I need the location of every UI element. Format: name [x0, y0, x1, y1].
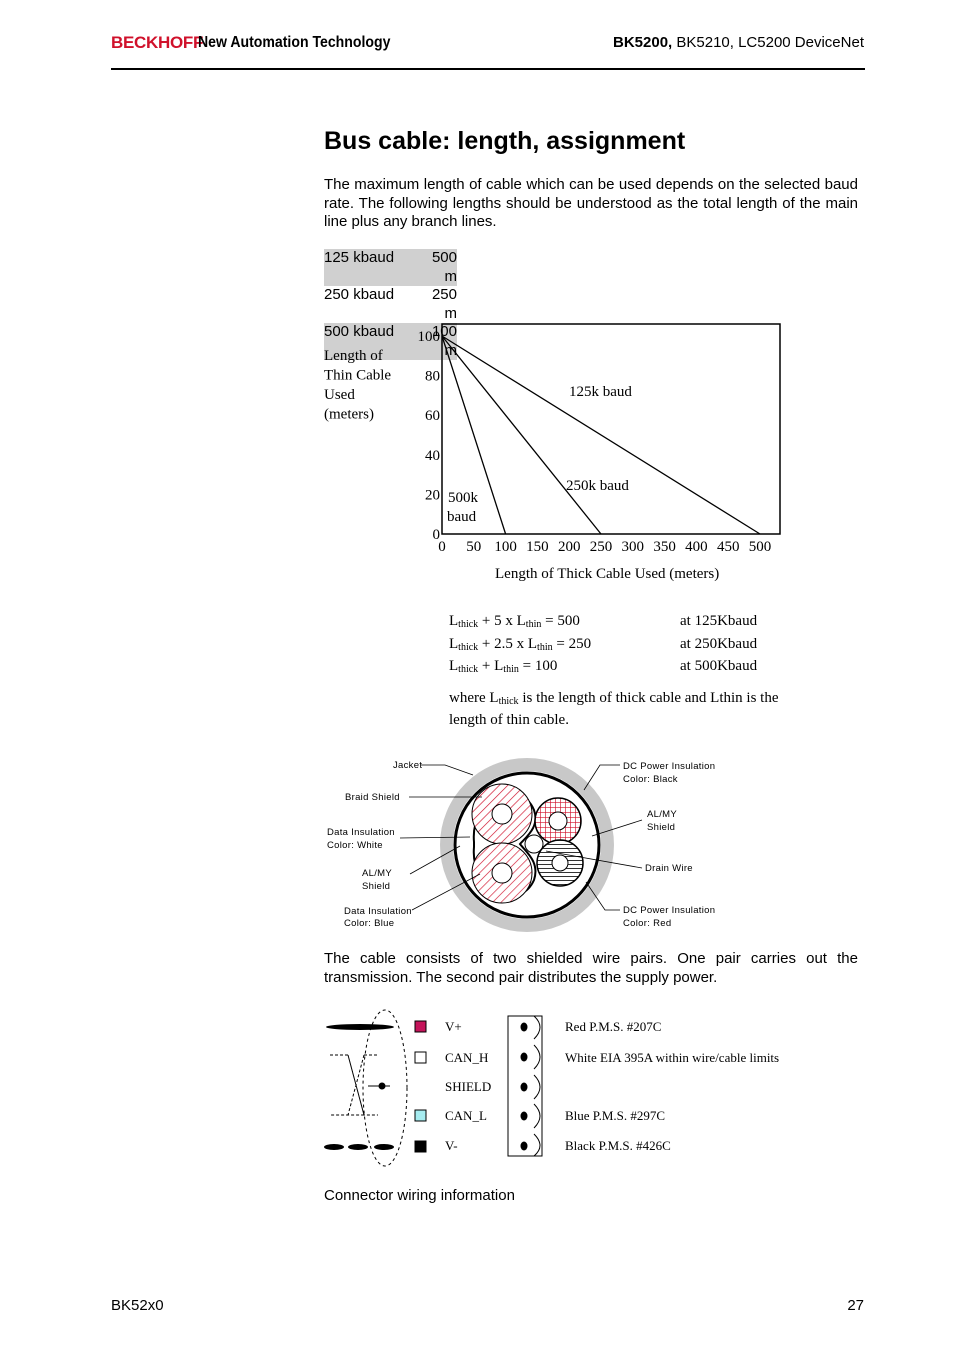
formula-rhs: = 250: [552, 635, 592, 652]
header-product: [613, 34, 864, 51]
color-name-canh: White EIA 395A within wire/cable limits: [565, 1050, 780, 1065]
formula-mid: + 5 x L: [478, 613, 526, 629]
wire-end-vminus-a: [324, 1144, 344, 1150]
label-dc-black-1: DC Power Insulation: [623, 761, 716, 772]
signal-vminus: V-: [445, 1138, 458, 1153]
baud-length: 500 m: [431, 249, 457, 285]
color-swatch-canl: [415, 1110, 426, 1121]
y-tick-label: 0: [432, 527, 440, 543]
formula-condition: at 125Kbaud: [680, 613, 758, 629]
y-tick-label: 40: [425, 447, 440, 464]
y-axis-label: [324, 348, 391, 423]
y-tick-label: 80: [425, 368, 440, 385]
where-post: is the length of thick cable and Lthin is the length of thin cable.: [449, 690, 779, 728]
signal-shield: SHIELD: [445, 1079, 492, 1094]
y-axis-label-line: Length of: [324, 348, 383, 364]
intro-paragraph: The maximum length of cable which can be used depends on the selected baud rate. The following lengths should be understood as the total length of the main line plus any branch lines.: [324, 176, 858, 230]
series-label-500k-a: 500k: [448, 490, 478, 506]
label-drain-wire: Drain Wire: [645, 863, 693, 874]
label-dc-red-2: Color: Red: [623, 918, 672, 929]
x-tick-label: 0: [438, 539, 446, 555]
color-name-canl: Blue P.M.S. #297C: [565, 1108, 666, 1123]
x-tick-label: 450: [716, 539, 740, 555]
x-tick-label: 300: [621, 539, 645, 555]
signal-canh: CAN_H: [445, 1050, 489, 1065]
cable-end-outline: [363, 1010, 407, 1166]
color-name-vplus: Red P.M.S. #207C: [565, 1019, 662, 1034]
cable-cross-section: [320, 752, 740, 937]
baud-row: [324, 286, 457, 323]
formula-sub: thin: [503, 664, 519, 675]
x-axis-label: Length of Thick Cable Used (meters): [495, 566, 720, 582]
series-label-250k: 250k baud: [566, 478, 629, 494]
formula-sub: thick: [458, 619, 479, 630]
wire-end-vminus-c: [374, 1144, 394, 1150]
header-product-bold: BK5200,: [613, 34, 673, 51]
label-dc-red-1: DC Power Insulation: [623, 905, 716, 916]
x-tick-label: 250: [589, 539, 613, 555]
formula-rhs: = 100: [518, 658, 558, 674]
label-dc-black-2: Color: Black: [623, 774, 678, 785]
formula-equation: [449, 635, 680, 658]
header-rule: [111, 68, 865, 70]
series-label-500k-b: baud: [447, 509, 477, 525]
wire-end-vplus: [326, 1024, 394, 1030]
y-axis-label-line: Thin Cable: [324, 367, 392, 384]
data-wire-blue-core: [492, 863, 512, 883]
page-title: Bus cable: length, assignment: [324, 127, 686, 155]
formula-condition: at 250Kbaud: [680, 635, 758, 652]
x-tick-label: 400: [685, 539, 708, 555]
where-note: [449, 689, 779, 730]
formula-condition: at 500Kbaud: [680, 658, 758, 674]
twisted-pair: [330, 1055, 378, 1115]
wire-end-vminus-b: [348, 1144, 368, 1150]
baud-rate: 125 kbaud: [324, 249, 395, 266]
formula-lhs: L: [449, 613, 459, 629]
x-tick-label: 500: [748, 539, 772, 555]
label-almy-left-1: AL/MY: [362, 868, 393, 879]
x-tick-label: 350: [653, 539, 676, 555]
formula-row: [449, 657, 757, 680]
connector-caption: Connector wiring information: [324, 1187, 515, 1204]
formula-equation: [449, 612, 680, 635]
brand-logo: BECKHOFF: [111, 33, 204, 52]
label-almy-right-1: AL/MY: [647, 809, 678, 820]
formula-equation: [449, 657, 680, 680]
color-swatch-canh: [415, 1052, 426, 1063]
baud-row: [324, 249, 457, 286]
y-tick-label: 60: [425, 408, 440, 425]
header-product-rest: BK5210, LC5200 DeviceNet: [672, 34, 864, 51]
x-tick-label: 50: [466, 539, 482, 555]
formula-rhs: = 500: [541, 613, 580, 629]
y-tick-label: 100: [417, 329, 440, 345]
color-swatch-vminus: [415, 1141, 426, 1152]
page-number: 27: [847, 1297, 864, 1314]
color-name-vminus: Black P.M.S. #426C: [565, 1138, 671, 1153]
formula-lhs: L: [449, 658, 459, 674]
y-tick-label: 20: [425, 487, 440, 504]
signal-canl: CAN_L: [445, 1108, 487, 1123]
cable-length-chart: [320, 320, 790, 590]
label-data-white-2: Color: White: [327, 840, 383, 851]
label-data-blue-2: Color: Blue: [344, 918, 395, 929]
formula-sub: thick: [458, 641, 479, 653]
formula-row: [449, 635, 757, 658]
series-line-125k-baud: [442, 336, 760, 534]
formula-lhs: L: [449, 635, 459, 652]
label-almy-left-2: Shield: [362, 881, 391, 892]
formula-mid: + L: [478, 658, 504, 674]
connector-wiring-diagram: [320, 1008, 800, 1173]
y-axis-label-line: (meters): [324, 406, 374, 423]
label-braid-shield: Braid Shield: [345, 792, 400, 803]
formula-row: [449, 612, 757, 635]
formula-mid: + 2.5 x L: [478, 635, 538, 652]
where-sub: thick: [498, 696, 519, 707]
signal-vplus: V+: [445, 1019, 462, 1034]
where-pre: where L: [449, 690, 499, 706]
baud-rate: 500 kbaud: [324, 323, 395, 340]
label-jacket: Jacket: [393, 760, 423, 771]
formula-sub: thin: [525, 619, 542, 630]
power-wire-red-core: [552, 855, 568, 871]
formula-sub: thick: [458, 664, 479, 675]
brand-tagline: New Automation Technology: [198, 34, 391, 51]
x-tick-label: 100: [494, 539, 517, 555]
label-almy-right-2: Shield: [647, 822, 676, 833]
cable-description: The cable consists of two shielded wire pairs. One pair carries out the transmission. The second pair distributes the supply power.: [324, 950, 858, 986]
y-axis-label-line: Used: [324, 387, 355, 403]
series-label-125k: 125k baud: [569, 384, 632, 400]
x-tick-label: 150: [526, 539, 549, 555]
x-tick-label: 200: [557, 539, 581, 555]
footer-doc-id: BK52x0: [111, 1297, 164, 1314]
baud-length: 100 m: [431, 323, 457, 359]
label-data-white-1: Data Insulation: [327, 827, 395, 838]
plot-frame: [442, 324, 780, 534]
label-data-blue-1: Data Insulation: [344, 906, 412, 917]
baud-rate: 250 kbaud: [324, 286, 395, 303]
length-formulas: [449, 612, 757, 680]
formula-sub: thin: [537, 641, 553, 653]
color-swatch-vplus: [415, 1021, 426, 1032]
baud-length: 250 m: [431, 286, 457, 322]
data-wire-white-core: [492, 804, 512, 824]
power-wire-black-core: [549, 812, 567, 830]
